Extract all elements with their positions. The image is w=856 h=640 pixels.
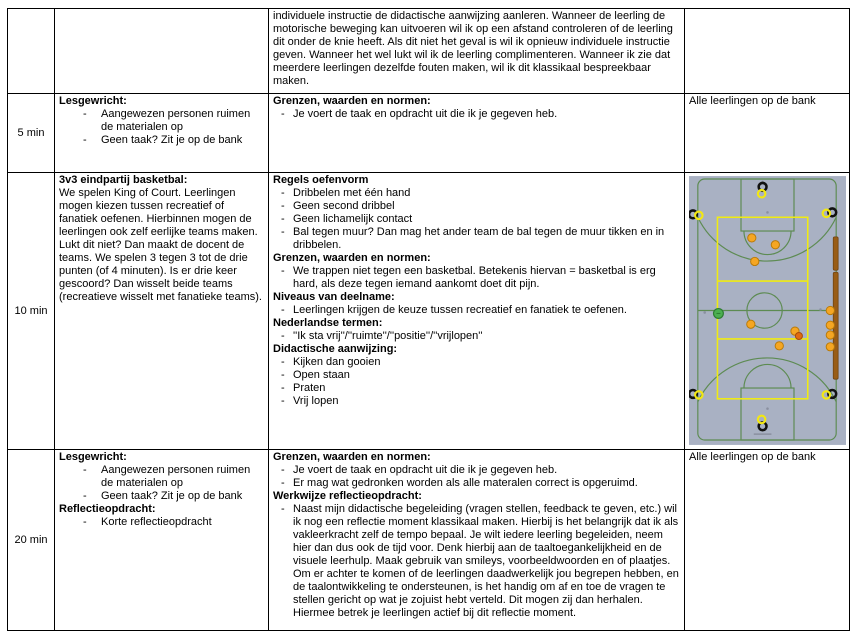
dash-list-item: - Naast mijn didactische begeleiding (vragen stellen, feedback te geven, etc.) wil ik nog een reflectie moment klassikaal maken. Hierbij is het belangrijk dat ik als vakleerkracht zelf de tempo bepaal. Je wilt iedere leerling begeleiden, neem hier dan dus ook de tijd voor. Denk hierbij aan de taaltoegankelijkheid en de visuele leerhulp. Maak gebruik van smileys, voorbeeldwoorden en of plaatjes. Om er achter te komen of de leerlingen daadwerkelijk jou begrepen hebben, en de taalontwikkeling te ondersteunen, is het handig om af en toe de vragen te stellen gericht op wat je zojuist hebt verteld. Dit mogen zij dan herhalen. Hiermee betrek je leerlingen actief bij dit reflectie moment. (293, 503, 680, 620)
organization-cell (55, 9, 269, 94)
dash-list (273, 304, 680, 317)
cell-heading: Lesgewricht: (59, 451, 127, 463)
dash-list-item: - ''Ik sta vrij''/''ruimte''/''positie''/''vrijlopen'' (293, 330, 680, 343)
table-row-10min (8, 173, 850, 450)
dash-list (273, 265, 680, 291)
dash-list-item: - Praten (293, 382, 680, 395)
cell-heading: 3v3 eindpartij basketbal: (59, 174, 188, 186)
time-cell (8, 9, 55, 94)
ball-dot (795, 332, 802, 339)
dash-list-item: - Je voert de taak en opdracht uit die ik je gegeven heb. (293, 108, 680, 121)
court-mark-dot (819, 308, 822, 311)
dash-list-item: - Korte reflectieopdracht (101, 516, 264, 529)
dash-list-item: - Geen lichamelijk contact (293, 213, 680, 226)
player-dot (775, 342, 783, 350)
organization-cell (55, 94, 269, 173)
organization-cell (55, 450, 269, 631)
player-dot (750, 257, 758, 265)
cell-heading: Regels oefenvorm (273, 174, 369, 186)
court-mark-dot (703, 311, 706, 314)
dash-list (273, 356, 680, 408)
dash-list (273, 108, 680, 121)
player-dot (746, 320, 754, 328)
time-cell: 10 min (8, 173, 55, 450)
court-mark-dot (766, 407, 769, 410)
player-dot (747, 234, 755, 242)
cell-heading: Lesgewricht: (59, 95, 127, 107)
dash-list-item: - Geen second dribbel (293, 200, 680, 213)
table-row-20min (8, 450, 850, 631)
cell-heading: Werkwijze reflectieopdracht: (273, 490, 422, 502)
bench (833, 237, 838, 270)
setup-cell (685, 9, 850, 94)
dash-list-item: - Open staan (293, 369, 680, 382)
dash-list (59, 516, 264, 529)
player-dot (826, 331, 834, 339)
dash-list-item: - Geen taak? Zit je op de bank (101, 490, 264, 503)
cell-paragraph: Alle leerlingen op de bank (689, 95, 816, 107)
dash-list (59, 108, 264, 147)
setup-cell (685, 94, 850, 173)
court-image-cell (685, 173, 850, 450)
cell-paragraph: individuele instructie de didactische aanwijzing aanleren. Wanneer de leerling de motorische beweging kan uitvoeren wil ik op een afstand controleren of de leerling dit onder de knie heeft. Als dit niet het geval is wil ik opnieuw individuele instructie geven. Wanneer het wel lukt wil ik de leerling complimenteren. Wanneer ik zie dat meerdere leerlingen dezelfde fouten maken, wil ik dit klassikaal bespreekbaar maken. (273, 10, 673, 87)
dash-list (273, 330, 680, 343)
dash-list-item: - Bal tegen muur? Dan mag het ander team de bal tegen de muur tikken en in dribbelen. (293, 226, 680, 252)
cell-paragraph: We spelen King of Court. Leerlingen mogen kiezen tussen recreatief of fanatiek oefenen. Hierbinnen mogen de leerlingen ook zelf eerlijke teams maken. Lukt dit niet? Dan maakt de docent de teams. We spelen 3 tegen 3 tot de drie punten (of 4 minuten). Is er drie keer gescoord? Dan wisselt beide teams (recreatieve wisselt met fanatieke teams). (59, 187, 262, 303)
player-dot (826, 321, 834, 329)
dash-list-item: - We trappen niet tegen een basketbal. Betekenis hiervan = basketbal is erg hard, als deze tegen iemand aankomt doet dit pijn. (293, 265, 680, 291)
dash-list-item: - Er mag wat gedronken worden als alle materalen correct is opgeruimd. (293, 477, 680, 490)
setup-cell (685, 450, 850, 631)
dash-list (59, 464, 264, 503)
cell-heading: Nederlandse termen: (273, 317, 383, 329)
organization-cell (55, 173, 269, 450)
lesson-plan-table (7, 8, 850, 631)
cell-heading: Niveaus van deelname: (273, 291, 395, 303)
cell-heading: Grenzen, waarden en normen: (273, 451, 431, 463)
table-row-5min (8, 94, 850, 173)
dash-list-item: - Je voert de taak en opdracht uit die ik je gegeven heb. (293, 464, 680, 477)
cell-heading: Reflectieopdracht: (59, 503, 156, 515)
dash-list (273, 503, 680, 620)
dash-list-item: - Dribbelen met één hand (293, 187, 680, 200)
dash-list-item: - Aangewezen personen ruimen de materialen op (101, 464, 264, 490)
basketball-court-image (689, 175, 846, 446)
dash-list-item: - Leerlingen krijgen de keuze tussen recreatief en fanatiek te oefenen. (293, 304, 680, 317)
player-dot (826, 306, 834, 314)
dash-list-item: - Geen taak? Zit je op de bank (101, 134, 264, 147)
rules-cell (269, 9, 685, 94)
player-dot (771, 241, 779, 249)
rules-cell (269, 450, 685, 631)
time-cell: 5 min (8, 94, 55, 173)
rules-cell (269, 173, 685, 450)
cell-heading: Grenzen, waarden en normen: (273, 95, 431, 107)
dash-list-item: - Aangewezen personen ruimen de materialen op (101, 108, 264, 134)
cell-paragraph: Alle leerlingen op de bank (689, 451, 816, 463)
dash-list (273, 464, 680, 490)
rules-cell (269, 94, 685, 173)
cell-heading: Grenzen, waarden en normen: (273, 252, 431, 264)
dash-list-item: - Kijken dan gooien (293, 356, 680, 369)
table-row-continuation (8, 9, 850, 94)
dash-list-item: - Vrij lopen (293, 395, 680, 408)
time-cell: 20 min (8, 450, 55, 631)
cell-heading: Didactische aanwijzing: (273, 343, 398, 355)
player-dot (826, 343, 834, 351)
dash-list (273, 187, 680, 252)
court-mark-dot (766, 211, 769, 214)
